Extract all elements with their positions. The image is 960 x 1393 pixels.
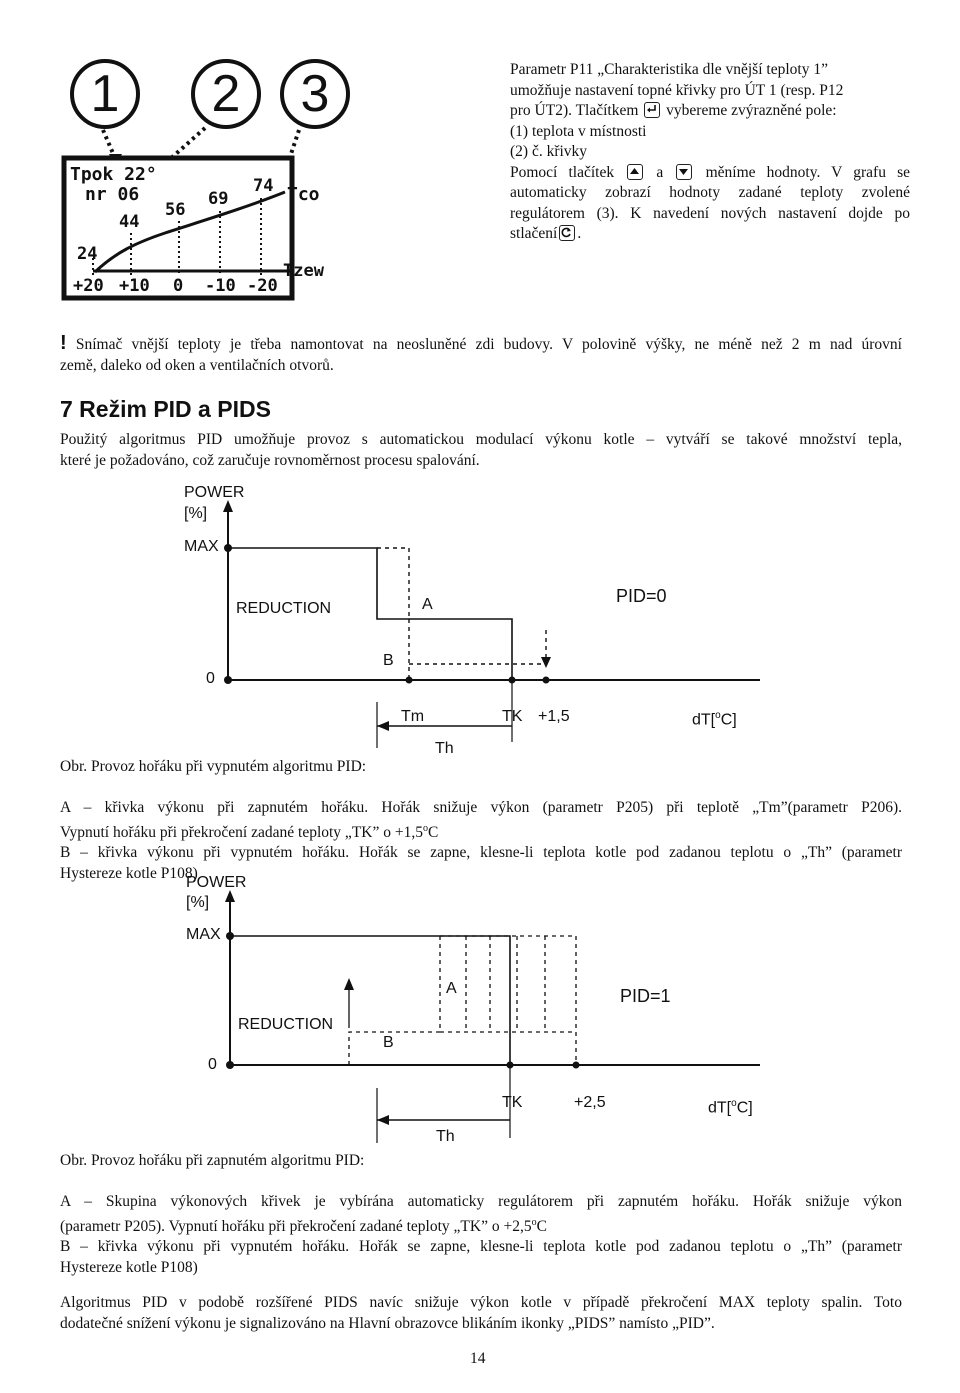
lcd-point-24: 24 — [77, 244, 98, 264]
lcd-line2: nr 06 — [85, 184, 140, 205]
warning-mark: ! — [60, 332, 67, 354]
section-title: 7 Režim PID a PIDS — [60, 396, 271, 422]
d2-th-label: Th — [436, 1128, 455, 1145]
d2-zero-label: 0 — [208, 1056, 217, 1073]
lcd-tick-3: 0 — [173, 276, 184, 296]
note-text-1: Snímač vnější teploty je třeba namontovat na neosluněné zdi budovy. V polovině výšky, ne méně než 2 m nad úrovní — [75, 336, 902, 353]
pid-off-description: A – křivka výkonu při zapnutém hořáku. Hořák snižuje výkon (parametr P205) při teplotě „Tm”(parametr P206). Vypnutí hořáku při překročení zadané teploty „TK” $o +1,5^oC$ B – křivka výkonu při vypnutém hořáku. Hořák se zapne, klesne-li teplota kotle pod zadanou teplotu o „Th” (parametr Hystereze kotle P108) — [60, 799, 902, 882]
lcd-tick-2: +10 — [119, 276, 150, 296]
lcd-axis-name: Tzew — [283, 261, 324, 281]
mounting-note — [60, 333, 902, 376]
confirm-key-icon — [559, 225, 575, 241]
section-intro: Použitý algoritmus PID umožňuje provoz s automatickou modulací výkonu kotle – vytváří se takové množství tepla, které je požadováno, což zaručuje rovnoměrnost procesu spalování. — [60, 431, 902, 469]
down-key-icon — [676, 164, 692, 180]
d2-caption: Obr. Provoz hořáku při zapnutém algoritmu PID: — [60, 1152, 365, 1169]
d1-pid-label: PID=0 — [616, 586, 667, 606]
d2-y-label-2: [%] — [186, 894, 210, 911]
right-line-4: (1) teplota v místnosti — [510, 122, 647, 140]
right-line-7: automaticky zobrazí hodnoty zadané teploty zvolené — [510, 184, 910, 201]
lcd-line1-right: Tco — [287, 184, 320, 205]
d2-max-label: MAX — [186, 926, 221, 943]
d1-y-label-2: [%] — [184, 505, 208, 522]
callout-1-number: 1 — [90, 65, 120, 123]
right-line-6: Pomocí tlačítek a měníme hodnoty. V grafu se — [510, 163, 910, 181]
parameter-description — [510, 60, 910, 245]
diagram-pid-off — [0, 480, 960, 780]
d2-y-label-1: POWER — [186, 874, 247, 891]
d1-reduction-label: REDUCTION — [236, 600, 332, 617]
lcd-point-69: 69 — [208, 189, 229, 209]
d1-y-label-1: POWER — [184, 484, 245, 501]
d1-tk-label: TK — [502, 708, 523, 725]
pid-on-description: A – Skupina výkonových křivek je vybírána automaticky regulátorem při zapnutém hořáku. Hořák snižuje výkon (parametr P205). Vypnutí hořáku při překročení zadané teploty „TK” $o +2,5^oC$ B – křivka výkonu při vypnutém hořáku. Hořák se zapne, klesne-li teplota kotle pod zadanou teplotu o „Th” (parametr Hystereze kotle P108) — [60, 1193, 902, 1276]
d1-a-label: A — [422, 596, 433, 613]
lcd-tick-1: +20 — [73, 276, 104, 296]
right-line-8: regulátorem (3). K navedení nových nastavení dojde po — [510, 204, 910, 222]
d1-tm-label: Tm — [401, 708, 425, 725]
lcd-line1-left: Tpok 22° — [70, 164, 157, 185]
d1-dt-label: dT[$^o$C] — [692, 710, 737, 729]
d1-b-label: B — [383, 652, 394, 669]
d2-offset-label: +2,5 — [574, 1094, 606, 1111]
up-key-icon — [627, 164, 643, 180]
d1-zero-label: 0 — [206, 670, 215, 687]
right-line-2: umožňuje nastavení topné křivky pro ÚT 1 (resp. P12 — [510, 81, 844, 99]
lcd-tick-5: -20 — [247, 276, 278, 296]
d2-b-label: B — [383, 1034, 394, 1051]
d1-th-label: Th — [435, 740, 454, 757]
right-line-3: pro ÚT2). Tlačítkem vybereme zvýrazněné pole: — [510, 102, 837, 119]
right-line-5: (2) č. křivky — [510, 143, 588, 160]
d1-caption: Obr. Provoz hořáku při vypnutém algoritmu PID: — [60, 758, 367, 775]
lcd-point-74: 74 — [253, 176, 274, 196]
d2-tk-label: TK — [502, 1094, 523, 1111]
lcd-point-56: 56 — [165, 200, 186, 220]
right-line-1: Parametr P11 „Charakteristika dle vnější teploty 1” — [510, 61, 828, 78]
d2-dt-label: dT[$^o$C] — [708, 1098, 753, 1117]
lcd-tick-4: -10 — [205, 276, 236, 296]
d2-pid-label: PID=1 — [620, 986, 671, 1006]
enter-key-icon — [644, 102, 660, 118]
callout-1-line — [103, 130, 115, 158]
diagram-pid-on — [0, 868, 960, 1173]
callout-3-number: 3 — [300, 65, 330, 123]
d2-a-label: A — [446, 980, 457, 997]
d2-reduction-label: REDUCTION — [238, 1016, 334, 1033]
diagram-pid-on-lines — [0, 868, 960, 1173]
callout-2-number: 2 — [211, 65, 241, 123]
note-text-2: země, daleko od oken a ventilačních otvorů. — [60, 356, 334, 374]
pids-description: Algoritmus PID v podobě rozšířené PIDS navíc snižuje výkon kotle v případě překročení MAX teploty spalin. Toto dodatečné snížení výkonu je signalizováno na Hlavní obrazovce blikáním ikonky „PIDS” namísto „PID”. — [60, 1294, 902, 1332]
right-line-9: stlačení . — [510, 225, 582, 242]
d1-max-label: MAX — [184, 538, 219, 555]
lcd-figure — [55, 58, 375, 303]
diagram-pid-off-lines — [0, 480, 960, 780]
d1-offset-label: +1,5 — [538, 708, 570, 725]
lcd-point-44: 44 — [119, 212, 140, 232]
page-number: 14 — [470, 1350, 486, 1367]
